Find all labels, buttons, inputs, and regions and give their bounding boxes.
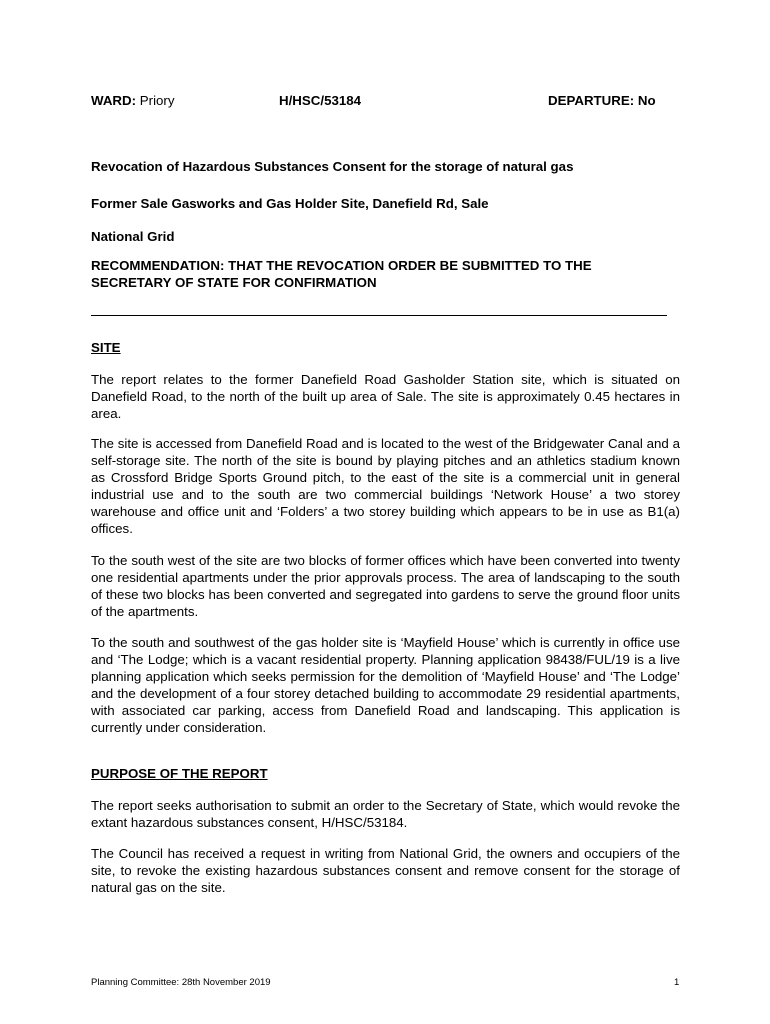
ward: WARD: Priory <box>91 93 175 108</box>
report-title: Revocation of Hazardous Substances Consent for the storage of natural gas <box>91 159 574 174</box>
applicant: National Grid <box>91 229 175 244</box>
section-heading-site: SITE <box>91 340 121 355</box>
paragraph: The report seeks authorisation to submit an order to the Secretary of State, which would revoke the extant hazardous substances consent, H/HSC/53184. <box>91 798 680 830</box>
site-address: Former Sale Gasworks and Gas Holder Site, Danefield Rd, Sale <box>91 196 489 211</box>
paragraph: The report relates to the former Danefield Road Gasholder Station site, which is situated on Danefield Road, to the north of the built up area of Sale. The site is approximately 0.45 hectares in area. <box>91 372 680 421</box>
divider <box>91 315 667 316</box>
page-number: 1 <box>674 977 680 988</box>
departure: DEPARTURE: No <box>548 93 656 108</box>
paragraph: To the south west of the site are two blocks of former offices which have been converted into twenty one residential apartments under the prior approvals process. The area of landscaping to the south of these two blocks has been converted and segregated into gardens to serve the ground floor units of the apartments. <box>91 553 680 619</box>
paragraph: The site is accessed from Danefield Road and is located to the west of the Bridgewater Canal and a self-storage site. The north of the site is bound by playing pitches and an athletics stadium known as Crossford Bridge Sports Ground pitch, to the east of the site is a commercial unit in general industrial use and to the south are two commercial buildings ‘Network House’ a two storey warehouse and office unit and ‘Folders’ a two storey building which appears to be in use as B1(a) offices. <box>91 436 680 536</box>
reference-number: H/HSC/53184 <box>279 93 362 108</box>
footer-committee-date: Planning Committee: 28th November 2019 <box>91 977 271 988</box>
recommendation: RECOMMENDATION: THAT THE REVOCATION ORDER BE SUBMITTED TO THE SECRETARY OF STATE FOR CONFIRMATION <box>91 258 592 290</box>
paragraph: The Council has received a request in writing from National Grid, the owners and occupiers of the site, to revoke the existing hazardous substances consent and remove consent for the storage of natural gas on the site. <box>91 846 680 895</box>
paragraph: To the south and southwest of the gas holder site is ‘Mayfield House’ which is currently in office use and ‘The Lodge; which is a vacant residential property. Planning application 98438/FUL/19 is a live planning application which seeks permission for the demolition of ‘Mayfield House’ and ‘The Lodge’ and the development of a four storey detached building to accommodate 29 residential apartments, with associated car parking, access from Danefield Road and landscaping. This application is currently under consideration. <box>91 635 680 735</box>
section-heading-purpose: PURPOSE OF THE REPORT <box>91 766 268 781</box>
